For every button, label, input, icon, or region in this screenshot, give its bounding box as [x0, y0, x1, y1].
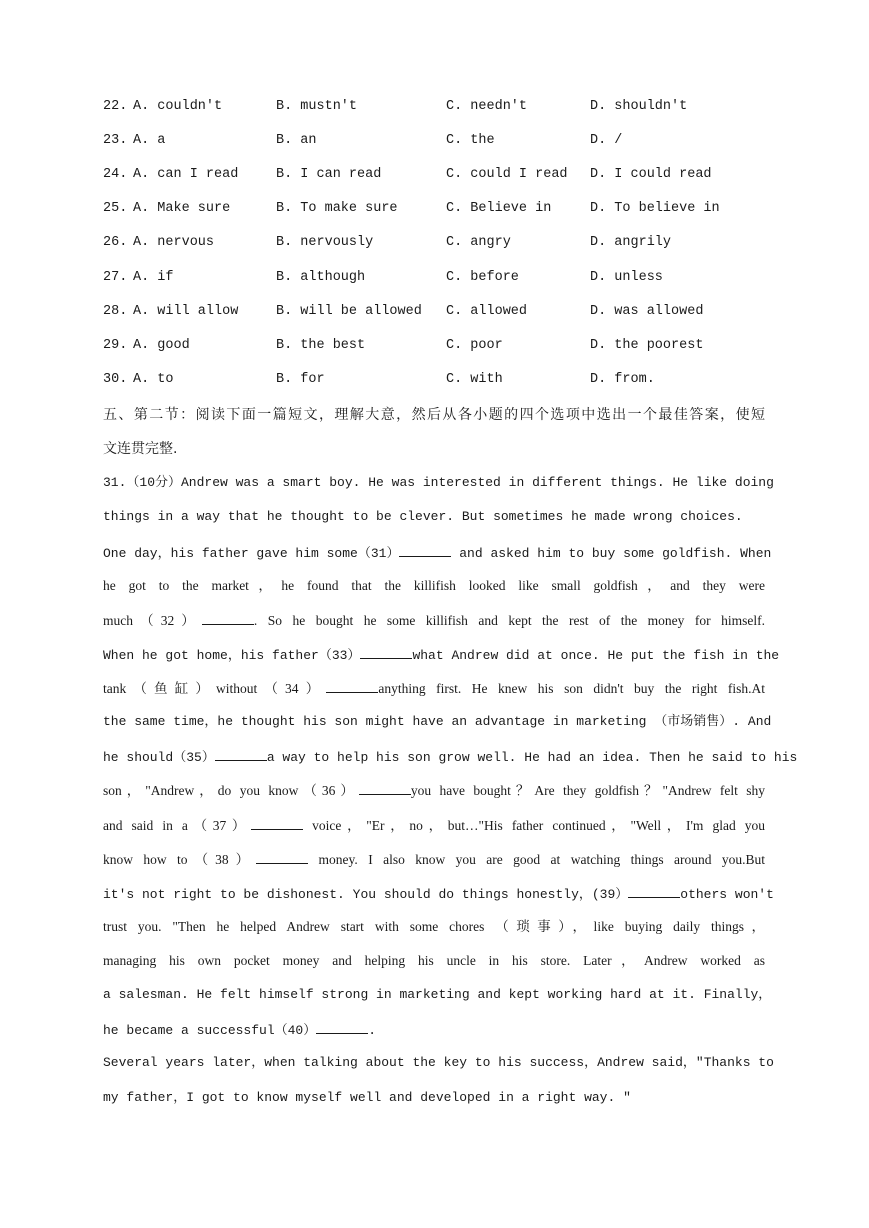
option-b: B. I can read: [276, 167, 382, 182]
question-number: 24.: [103, 167, 128, 182]
option-c: C. needn't: [446, 99, 528, 114]
option-b: B. the best: [276, 338, 366, 353]
option-a: A. will allow: [133, 304, 239, 319]
question-30-options: [103, 372, 765, 392]
passage-line: my father，I got to know myself well and developed in a right way. ": [103, 1090, 631, 1105]
passage-text: tank（鱼缸）without（34）: [103, 681, 327, 696]
option-a: A. good: [133, 338, 190, 353]
option-d: D. from.: [590, 372, 655, 387]
passage-line: [103, 610, 765, 630]
question-number: 25.: [103, 201, 128, 216]
question-number: 22.: [103, 99, 128, 114]
option-c: C. with: [446, 372, 503, 387]
option-a: A. to: [133, 372, 174, 387]
section-instruction-cont: 文连贯完整.: [103, 441, 178, 457]
passage-line: he got to the market，he found that the killifish looked like small goldfish，and they were: [103, 578, 765, 593]
passage-line: 31.（10分）Andrew was a smart boy. He was interested in different things. He like doing: [103, 475, 774, 490]
option-d: D. angrily: [590, 235, 672, 250]
option-a: A. can I read: [133, 167, 239, 182]
question-number: 29.: [103, 338, 128, 353]
passage-text: and said in a（37）: [103, 818, 252, 833]
option-a: A. if: [133, 270, 174, 285]
passage-text: anything first. He knew his son didn't buy the right fish.At: [378, 681, 765, 696]
passage-line: managing his own pocket money and helping his uncle in his store. Later，Andrew worked as: [103, 953, 765, 968]
passage-text: what Andrew did at once. He put the fish in the: [412, 648, 780, 663]
option-d: D. /: [590, 133, 623, 148]
option-d: D. unless: [590, 270, 663, 285]
option-c: C. the: [446, 133, 495, 148]
question-28-options: [103, 304, 765, 324]
option-b: B. will be allowed: [276, 304, 422, 319]
option-a: A. a: [133, 133, 166, 148]
blank-34: [326, 678, 378, 693]
blank-36: [359, 780, 411, 795]
passage-text: much（32）: [103, 613, 202, 628]
passage-text: voice，"Er，no，but…"His father continued，"Well，I'm glad you: [303, 818, 765, 833]
option-b: B. for: [276, 372, 325, 387]
question-number: 30.: [103, 372, 128, 387]
question-23-options: [103, 133, 765, 153]
passage-line: the same time，he thought his son might have an advantage in marketing （市场销售）. And: [103, 714, 772, 729]
passage-text: One day，his father gave him some（31）: [103, 546, 400, 561]
blank-40: [316, 1019, 368, 1034]
option-a: A. nervous: [133, 235, 215, 250]
blank-39: [628, 883, 680, 898]
option-d: D. the poorest: [590, 338, 704, 353]
passage-text: .: [368, 1023, 377, 1038]
passage-text: son，"Andrew，do you know（36）: [103, 783, 359, 798]
question-22-options: [103, 99, 765, 119]
passage-line: [103, 815, 765, 835]
passage-text: and asked him to buy some goldfish. When: [451, 546, 772, 561]
question-29-options: [103, 338, 765, 358]
passage-line: [103, 780, 765, 800]
option-b: B. nervously: [276, 235, 374, 250]
option-b: B. mustn't: [276, 99, 358, 114]
question-27-options: [103, 270, 765, 290]
passage-line: [103, 1019, 765, 1039]
question-26-options: [103, 235, 765, 255]
option-d: D. was allowed: [590, 304, 704, 319]
passage-text: others won't: [680, 887, 774, 902]
passage-text: he should（35）: [103, 750, 215, 765]
option-d: D. I could read: [590, 167, 712, 182]
option-b: B. To make sure: [276, 201, 398, 216]
question-number: 27.: [103, 270, 128, 285]
blank-33: [360, 644, 412, 659]
blank-38: [256, 849, 308, 864]
passage-text: you have bought？Are they goldfish？"Andrew felt shy: [410, 783, 765, 798]
passage-text: a way to help his son grow well. He had an idea. Then he said to his: [266, 750, 798, 765]
passage-text: he became a successful（40）: [103, 1023, 317, 1038]
passage-line: a salesman. He felt himself strong in marketing and kept working hard at it. Finally，: [103, 987, 772, 1002]
passage-line: [103, 542, 772, 562]
blank-32: [202, 610, 254, 625]
passage-text: know how to（38）: [103, 852, 257, 867]
question-number: 26.: [103, 235, 128, 250]
passage-line: things in a way that he thought to be clever. But sometimes he made wrong choices.: [103, 509, 743, 524]
blank-37: [251, 815, 303, 830]
question-number: 28.: [103, 304, 128, 319]
option-d: D. To believe in: [590, 201, 720, 216]
passage-line: [103, 678, 765, 698]
option-c: C. poor: [446, 338, 503, 353]
passage-line: [103, 644, 780, 664]
passage-text: money. I also know you are good at watching things around you.But: [308, 852, 766, 867]
option-c: C. before: [446, 270, 519, 285]
option-c: C. allowed: [446, 304, 528, 319]
passage-line: trust you. "Then he helped Andrew start with some chores （琐事），like buying daily things，: [103, 919, 765, 934]
option-c: C. Believe in: [446, 201, 552, 216]
option-a: A. Make sure: [133, 201, 231, 216]
passage-text: When he got home，his father（33）: [103, 648, 361, 663]
passage-line: [103, 746, 798, 766]
option-d: D. shouldn't: [590, 99, 688, 114]
passage-line: Several years later，when talking about the key to his success，Andrew said，"Thanks to: [103, 1055, 774, 1070]
blank-35: [215, 746, 267, 761]
passage-line: [103, 849, 765, 869]
option-c: C. angry: [446, 235, 511, 250]
blank-31: [399, 542, 451, 557]
question-25-options: [103, 201, 765, 221]
option-c: C. could I read: [446, 167, 568, 182]
passage-line: [103, 883, 774, 903]
option-b: B. an: [276, 133, 317, 148]
question-24-options: [103, 167, 765, 187]
option-b: B. although: [276, 270, 366, 285]
section-instruction: 五、第二节：阅读下面一篇短文，理解大意，然后从各小题的四个选项中选出一个最佳答案，使短: [103, 407, 765, 423]
passage-text: it's not right to be dishonest. You should do things honestly，(39）: [103, 887, 629, 902]
passage-text: . So he bought he some killifish and kept the rest of the money for himself.: [253, 613, 765, 628]
option-a: A. couldn't: [133, 99, 223, 114]
question-number: 23.: [103, 133, 128, 148]
